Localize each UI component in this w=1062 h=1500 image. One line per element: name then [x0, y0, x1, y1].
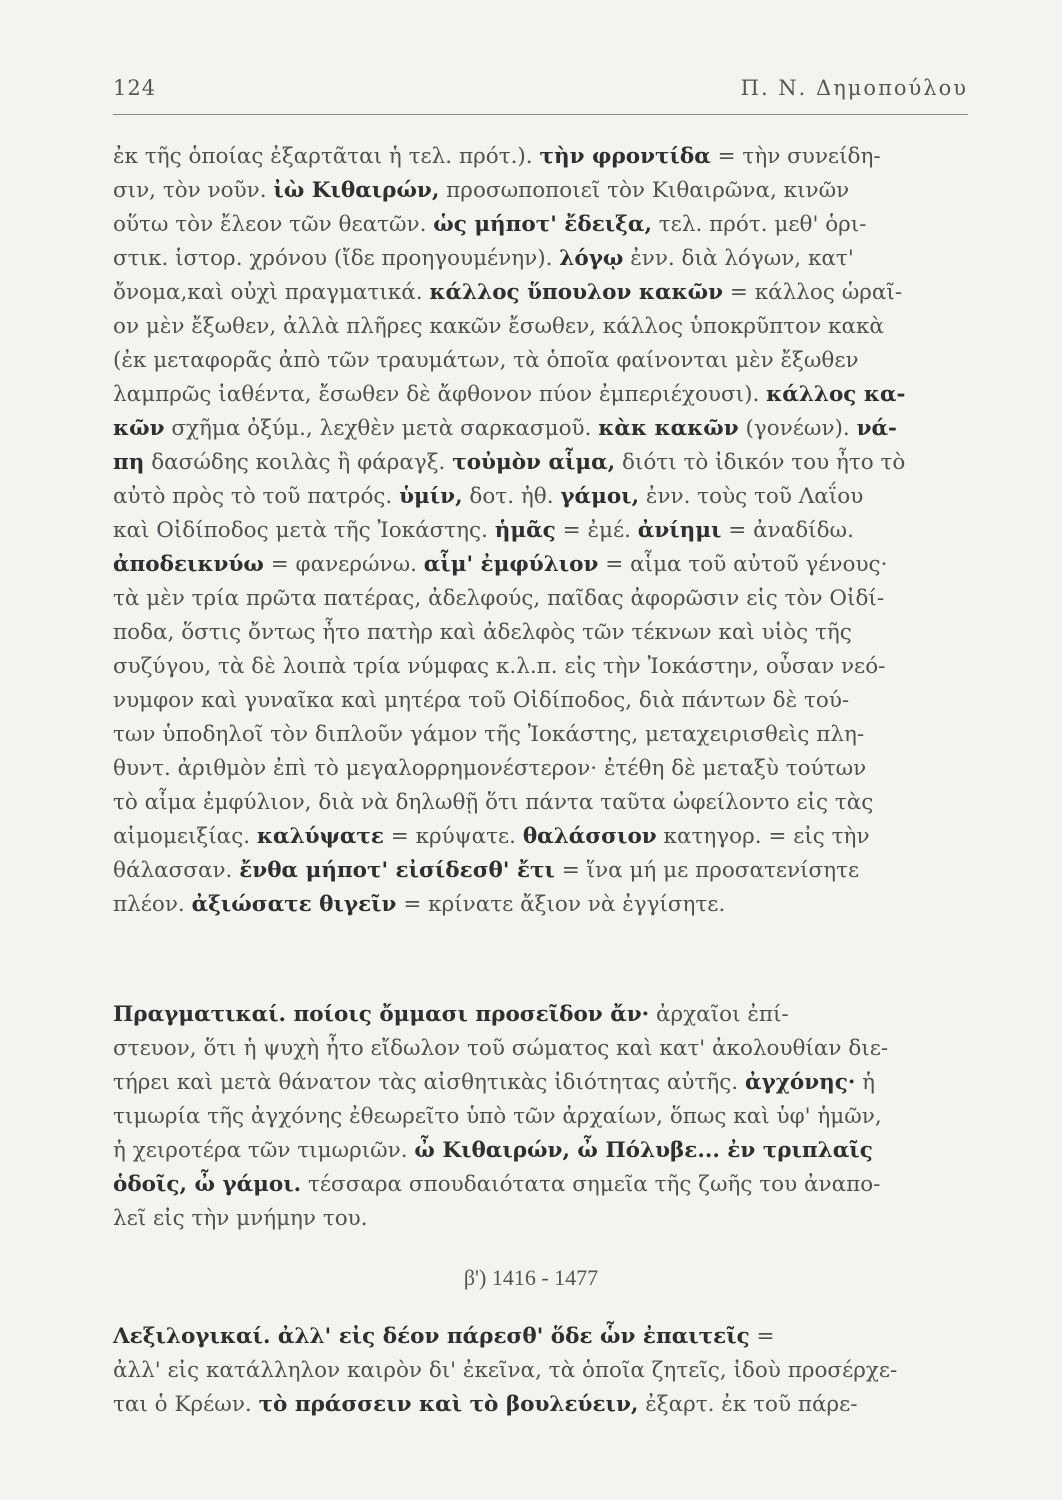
text-line: [113, 1134, 963, 1168]
text-line: [113, 888, 963, 922]
plain-text: τὰ μὲν τρία πρῶτα πατέρας, ἀδελφούς, παῖδας ἀφορῶσιν εἰς τὸν Οἰδί-: [113, 586, 885, 611]
text-line: [113, 1100, 963, 1134]
text-line: [113, 1388, 963, 1422]
bold-lemma: ὑμίν,: [399, 484, 463, 509]
text-line: [113, 242, 963, 276]
text-line: [113, 344, 963, 378]
text-line: [113, 1202, 963, 1236]
plain-text: ἀρχαῖοι ἐπί-: [649, 1002, 789, 1027]
text-line: [113, 854, 963, 888]
plain-text: κατηγορ. = εἰς τὴν: [656, 824, 870, 849]
bold-lemma: ὁδοῖς, ὦ γάμοι.: [113, 1172, 302, 1197]
plain-text: τελ. πρότ. μεθ' ὁρι-: [651, 212, 867, 237]
bold-lemma: ἡμᾶς: [494, 518, 556, 543]
text-line: [113, 548, 963, 582]
text-line: [113, 412, 963, 446]
bold-lemma: ἀγχόνης·: [744, 1070, 856, 1095]
text-line: [113, 718, 963, 752]
plain-text: λαμπρῶς ἰαθέντα, ἔσωθεν δὲ ἄφθονον πύον ἐμπεριέχουσι).: [113, 382, 767, 407]
text-line: [113, 650, 963, 684]
page-header: [113, 72, 968, 108]
plain-text: (γονέων).: [738, 416, 857, 441]
plain-text: (ἐκ μεταφορᾶς ἀπὸ τῶν τραυμάτων, τὰ ὁποῖα φαίνονται μὲν ἔξωθεν: [113, 348, 859, 373]
text-line: [113, 140, 963, 174]
plain-text: οὕτω τὸν ἔλεον τῶν θεατῶν.: [113, 212, 434, 237]
text-line: [113, 1354, 963, 1388]
bold-lemma: τὴν φροντίδα: [539, 144, 711, 169]
text-line: [113, 1066, 963, 1100]
bold-lemma: καλύψατε: [256, 824, 384, 849]
plain-text: συζύγου, τὰ δὲ λοιπὰ τρία νύμφας κ.λ.π. εἰς τὴν Ἰοκάστην, οὖσαν νεό-: [113, 654, 886, 679]
text-line: [113, 480, 963, 514]
plain-text: δοτ. ἠθ.: [462, 484, 561, 509]
plain-text: πλέον.: [113, 892, 192, 917]
bold-lemma: Λεξιλογικαί. ἀλλ' εἰς δέον πάρεσθ' ὅδε ὧν ἐπαιτεῖς: [113, 1324, 750, 1349]
bold-lemma: αἷμ' ἐμφύλιον: [423, 552, 599, 577]
plain-text: τήρει καὶ μετὰ θάνατον τὰς αἰσθητικὰς ἰδιότητας αὐτῆς.: [113, 1070, 745, 1095]
bold-lemma: ἀνίημι: [637, 518, 722, 543]
paragraph-lexilogikai: [113, 1320, 963, 1422]
plain-text: = κρύψατε.: [383, 824, 523, 849]
plain-text: = φανερώνω.: [263, 552, 424, 577]
bold-lemma: ὡς μήποτ' ἔδειξα,: [433, 212, 652, 237]
plain-text: ἀλλ' εἰς κατάλληλον καιρὸν δι' ἐκεῖνα, τὰ ὁποῖα ζητεῖς, ἰδοὺ προσέρχε-: [113, 1358, 898, 1383]
text-line: [113, 1168, 963, 1202]
text-line: [113, 998, 963, 1032]
text-line: [113, 174, 963, 208]
header-rule: [113, 114, 968, 115]
plain-text: ἡ: [855, 1070, 876, 1095]
text-line: [113, 786, 963, 820]
plain-text: = τὴν συνείδη-: [710, 144, 881, 169]
bold-lemma: θαλάσσιον: [522, 824, 657, 849]
bold-lemma: τὸ πράσσειν καὶ τὸ βουλεύειν,: [258, 1392, 639, 1417]
text-line: [113, 514, 963, 548]
bold-lemma: ὦ Κιθαιρών, ὦ Πόλυβε... ἐν τριπλαῖς: [414, 1138, 873, 1163]
plain-text: ἐνν. τοὺς τοῦ Λαΐου: [639, 484, 864, 509]
plain-text: διότι τὸ ἰδικόν του ἦτο τὸ: [615, 450, 906, 475]
text-line: [113, 752, 963, 786]
plain-text: ἐκ τῆς ὁποίας ἐξαρτᾶται ἡ τελ. πρότ.).: [113, 144, 540, 169]
plain-text: λεῖ εἰς τὴν μνήμην του.: [113, 1206, 368, 1231]
bold-lemma: Πραγματικαί. ποίοις ὄμμασι προσεῖδον ἄν·: [113, 1002, 650, 1027]
paragraph-pragmatikai: [113, 998, 963, 1236]
section-heading: β') 1416 - 1477: [463, 1265, 599, 1290]
plain-text: τιμωρία τῆς ἀγχόνης ἐθεωρεῖτο ὑπὸ τῶν ἀρχαίων, ὅπως καὶ ὑφ' ἡμῶν,: [113, 1104, 882, 1129]
plain-text: ὄνομα,καὶ οὐχὶ πραγματικά.: [113, 280, 430, 305]
page-number: 124: [113, 76, 157, 100]
text-line: [113, 582, 963, 616]
plain-text: = κρίνατε ἄξιον νὰ ἐγγίσητε.: [396, 892, 726, 917]
plain-text: δασώδης κοιλὰς ἢ φάραγξ.: [144, 450, 453, 475]
text-line: [113, 1032, 963, 1066]
bold-lemma: κὰκ κακῶν: [598, 416, 739, 441]
plain-text: αἱμομειξίας.: [113, 824, 257, 849]
plain-text: ται ὁ Κρέων.: [113, 1392, 259, 1417]
plain-text: = ἵνα μή με προσατενίσητε: [554, 858, 860, 883]
plain-text: σιν, τὸν νοῦν.: [113, 178, 274, 203]
bold-lemma: ἰὼ Κιθαιρών,: [273, 178, 440, 203]
bold-lemma: ἔνθα μήποτ' εἰσίδεσθ' ἔτι: [239, 858, 555, 883]
plain-text: νυμφον καὶ γυναῖκα καὶ μητέρα τοῦ Οἰδίποδος, διὰ πάντων δὲ τού-: [113, 688, 850, 713]
text-line: [113, 616, 963, 650]
bold-lemma: ἀποδεικνύω: [113, 552, 264, 577]
bold-lemma: τοὐμὸν αἷμα,: [452, 450, 616, 475]
plain-text: = ἀναδίδω.: [721, 518, 854, 543]
bold-lemma: κῶν: [113, 416, 165, 441]
plain-text: ποδα, ὅστις ὄντως ἦτο πατὴρ καὶ ἀδελφὸς τῶν τέκνων καὶ υἱὸς τῆς: [113, 620, 852, 645]
text-line: [113, 820, 963, 854]
text-line: [113, 378, 963, 412]
plain-text: = αἷμα τοῦ αὐτοῦ γένους·: [598, 552, 888, 577]
bold-lemma: κάλλος ὕπουλον κακῶν: [429, 280, 724, 305]
text-line: [113, 208, 963, 242]
text-line: [113, 684, 963, 718]
plain-text: τὸ αἷμα ἐμφύλιον, διὰ νὰ δηλωθῇ ὅτι πάντα ταῦτα ὠφείλοντο εἰς τὰς: [113, 790, 874, 815]
text-line: [113, 276, 963, 310]
plain-text: =: [749, 1324, 775, 1349]
plain-text: = ἐμέ.: [555, 518, 638, 543]
text-line: [113, 1320, 963, 1354]
plain-text: θάλασσαν.: [113, 858, 240, 883]
plain-text: αὐτὸ πρὸς τὸ τοῦ πατρός.: [113, 484, 400, 509]
plain-text: ἡ χειροτέρα τῶν τιμωριῶν.: [113, 1138, 415, 1163]
plain-text: των ὑποδηλοῖ τὸν διπλοῦν γάμον τῆς Ἰοκάστης, μεταχειρισθεὶς πλη-: [113, 722, 865, 747]
plain-text: ἐξαρτ. ἐκ τοῦ πάρε-: [638, 1392, 858, 1417]
plain-text: προσωποποιεῖ τὸν Κιθαιρῶνα, κινῶν: [439, 178, 850, 203]
bold-lemma: λόγῳ: [559, 246, 624, 271]
bold-lemma: κάλλος κα-: [766, 382, 906, 407]
bold-lemma: γάμοι,: [560, 484, 640, 509]
paragraph-commentary: [113, 140, 963, 922]
plain-text: θυντ. ἀριθμὸν ἐπὶ τὸ μεγαλορρημονέστερον· ἐτέθη δὲ μεταξὺ τούτων: [113, 756, 867, 781]
plain-text: = κάλλος ὡραῖ-: [723, 280, 903, 305]
bold-lemma: νά-: [856, 416, 897, 441]
plain-text: τέσσαρα σπουδαιότατα σημεῖα τῆς ζωῆς του ἀναπο-: [301, 1172, 881, 1197]
plain-text: ον μὲν ἔξωθεν, ἀλλὰ πλῆρες κακῶν ἔσωθεν, κάλλος ὑποκρῦπτον κακὰ: [113, 314, 884, 339]
plain-text: στευον, ὅτι ἡ ψυχὴ ἦτο εἴδωλον τοῦ σώματος καὶ κατ' ἀκολουθίαν διε-: [113, 1036, 889, 1061]
plain-text: σχῆμα ὀξύμ., λεχθὲν μετὰ σαρκασμοῦ.: [164, 416, 599, 441]
plain-text: στικ. ἱστορ. χρόνου (ἴδε προηγουμένην).: [113, 246, 560, 271]
text-line: [113, 310, 963, 344]
plain-text: ἐνν. διὰ λόγων, κατ': [623, 246, 854, 271]
text-line: [113, 446, 963, 480]
running-head: Π. Ν. Δημοπούλου: [740, 76, 968, 100]
bold-lemma: ἀξιώσατε θιγεῖν: [191, 892, 397, 917]
bold-lemma: πη: [113, 450, 145, 475]
plain-text: καὶ Οἰδίποδος μετὰ τῆς Ἰοκάστης.: [113, 518, 495, 543]
